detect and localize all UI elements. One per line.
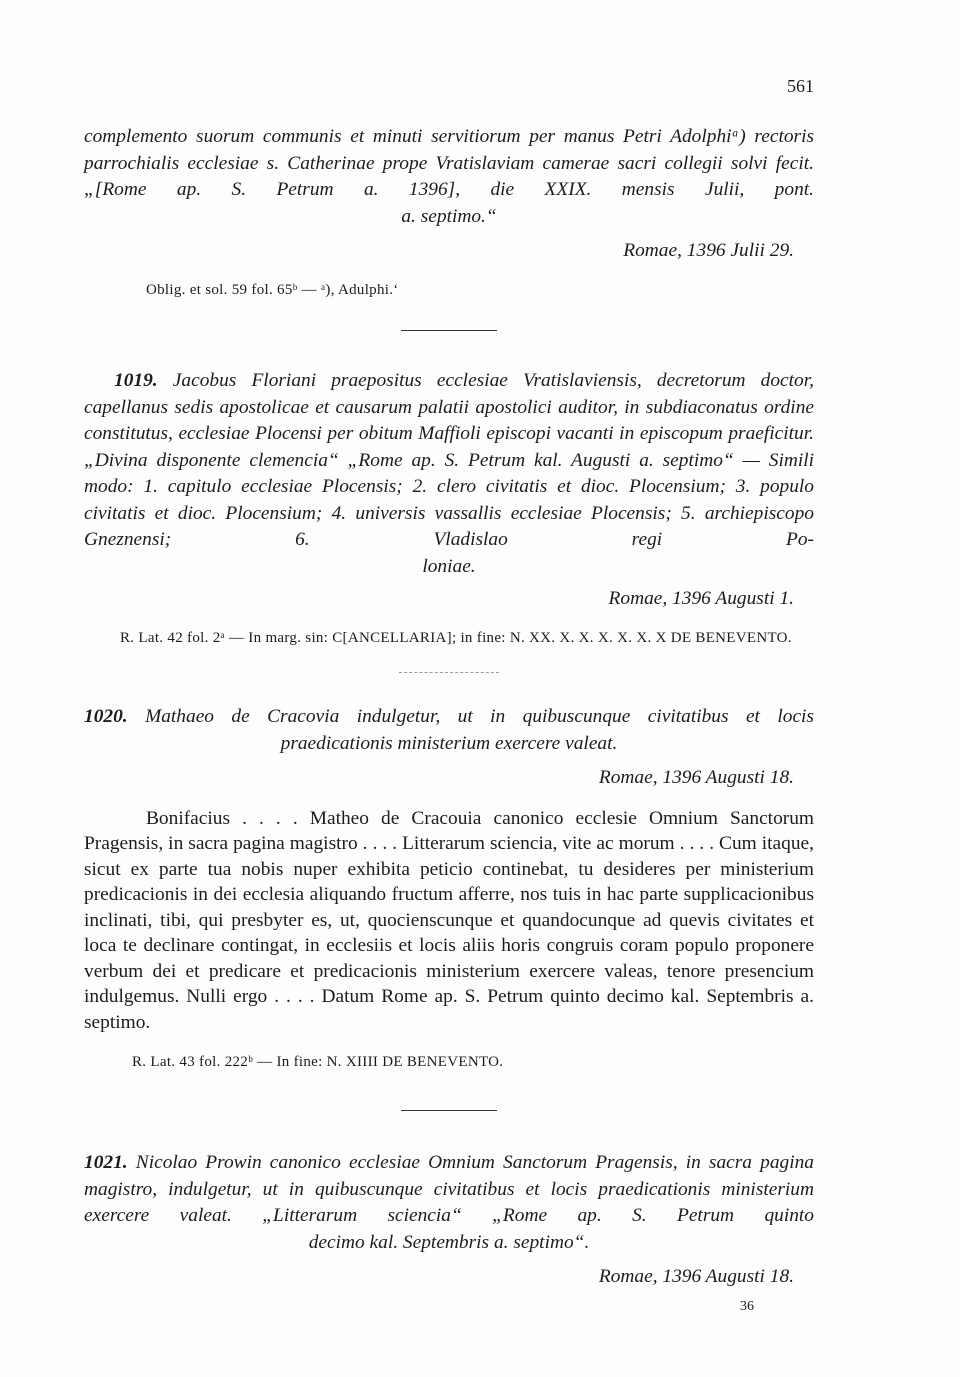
entry-number: 1020.	[84, 706, 128, 727]
entry-1018	[84, 124, 814, 301]
entry-1020-note: R. Lat. 43 fol. 222ᵇ — In fine: N. XIIII DE BENEVENTO.	[132, 1054, 504, 1070]
entry-1021	[84, 1150, 814, 1315]
entry-1020-text-line2: praedicationis ministerium exercere valeat.	[280, 732, 618, 754]
separator-rule	[84, 1110, 814, 1111]
entry-1020-text-line1: Mathaeo de Cracovia indulgetur, ut in quibuscunque civitatibus et locis	[145, 706, 814, 727]
entry-1018-text: complemento suorum communis et minuti servitiorum per manus Petri Adolphiᵃ) rectoris parrochialis ecclesiae s. Catherinae prope Vratislaviam camerae sacri collegii solvi fecit. „[Rome ap. S. Petrum a. 1396], die XXIX. mensis Julii, pont.	[84, 126, 814, 200]
entry-number: 1021.	[84, 1152, 128, 1173]
entry-1018-dateline: Romae, 1396 Julii 29.	[623, 240, 794, 261]
entry-1020-dateline: Romae, 1396 Augusti 18.	[598, 767, 794, 788]
separator-rule	[84, 330, 814, 331]
entry-1019-note: R. Lat. 42 fol. 2ᵃ — In marg. sin: C[ANCELLARIA]; in fine: N. XX. X. X. X. X. X. X DE BENEVENTO.	[120, 629, 792, 646]
entry-1020	[84, 704, 814, 1073]
entry-1018-note: Oblig. et sol. 59 fol. 65ᵇ — ᵃ), Adulphi.‘	[146, 281, 399, 298]
entry-1021-text: Nicolao Prowin canonico ecclesiae Omnium Sanctorum Pragensis, in sacra pagina magistro, indulgetur, ut in quibuscunque civitatibus et locis praedicationis ministerium exercere valeat. „Litterarum sciencia“ „Rome ap. S. Petrum quinto	[84, 1152, 814, 1226]
entry-1019-last-line: loniae.	[422, 555, 476, 577]
entry-1019-dateline: Romae, 1396 Augusti 1.	[608, 588, 794, 609]
entry-1021-dateline: Romae, 1396 Augusti 18.	[598, 1266, 794, 1287]
entry-1019-text: Jacobus Floriani praepositus ecclesiae Vratislaviensis, decretorum doctor, capellanus sedis apostolicae et causarum palatii apostolici auditor, in subdiaconatus ordine constitutus, ecclesiae Plocensi per obitum Maffioli episcopi vacanti in episcopum praeficitur. „Divina disponente clemencia“ „Rome ap. S. Petrum kal. Augusti a. septimo“ — Simili modo: 1. capitulo ecclesiae Plocensis; 2. clero civitatis et dioc. Plocensium; 3. populo civitatis et dioc. Plocensium; 4. universis vassallis ecclesiae Plocensis; 5. archiepiscopo Gneznensi; 6. Vladislao regi Po-	[84, 370, 814, 550]
entry-1020-body: Bonifacius . . . . Matheo de Cracouia canonico ecclesie Omnium Sanctorum Pragensis, in sacra pagina magistro . . . . Litterarum sciencia, vite ac morum . . . . Cum itaque, sicut ex parte tua nobis nuper exhibita peticio continebat, tu desideres per ministerium predicacionis in dei ecclesia aliquando fructum afferre, nos tuis in hac parte supplicacionibus inclinati, tibi, qui presbyter es, ut, quocienscunque et quandocunque ad quevis civitates et loca te declinare contingat, in ecclesiis et locis aliis horis congruis coram populo proponere verbum dei et predicare et predicacionis ministerium exercere valeas, tenore presencium indulgemus. Nulli ergo . . . . Datum Rome ap. S. Petrum quinto decimo kal. Septembris a. septimo.	[84, 807, 814, 1033]
printer-signature: 36	[740, 1298, 754, 1314]
page-number: 561	[787, 76, 814, 96]
entry-1018-last-line: a. septimo.“	[401, 205, 497, 227]
entry-1021-last-line: decimo kal. Septembris a. septimo“.	[308, 1231, 590, 1253]
separator-rule-faint	[84, 672, 814, 673]
entry-1019	[84, 368, 814, 649]
entry-number: 1019.	[114, 370, 158, 391]
